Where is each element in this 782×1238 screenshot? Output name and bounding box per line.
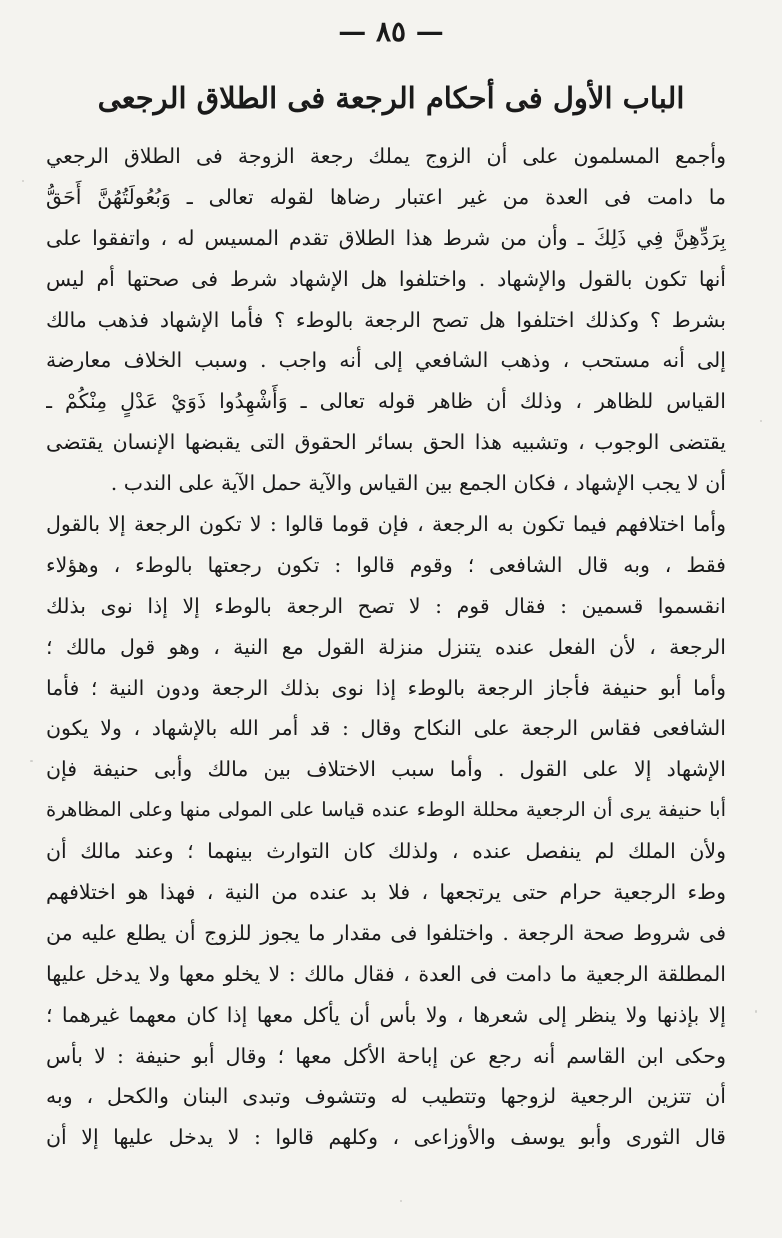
text-line: يقتضى الوجوب ، وتشبيه هذا الحق بسائر الحقوق التى يقبضها الإنسان يقتضى bbox=[46, 430, 726, 455]
text-line: أن تتزين الرجعية لزوجها وتتطيب له وتتشوف وتبدى البنان والكحل ، وبه bbox=[46, 1084, 726, 1109]
text-line: انقسموا قسمين : فقال قوم : لا تصح الرجعة بالوطء إلا إذا نوى بذلك bbox=[46, 593, 726, 618]
scan-speck bbox=[30, 760, 33, 762]
text-line: إلى أنه مستحب ، وذهب الشافعي إلى أنه واجب . وسبب الخلاف معارضة bbox=[46, 348, 726, 373]
text-line: ولأن الملك لم ينفصل عنده ، ولذلك كان التوارث بينهما ؛ وعند مالك أن bbox=[46, 839, 726, 864]
text-line: أنها تكون بالقول والإشهاد . واختلفوا هل الإشهاد شرط فى صحتها أم ليس bbox=[46, 266, 726, 291]
chapter-title: الباب الأول فى أحكام الرجعة فى الطلاق الرجعى bbox=[97, 81, 685, 115]
body-text bbox=[46, 136, 726, 1158]
text-line: وأما اختلافهم فيما تكون به الرجعة ، فإن قوما قالوا : لا تكون الرجعة إلا بالقول bbox=[46, 512, 726, 537]
text-line: بشرط ؟ وكذلك اختلفوا هل تصح الرجعة بالوطء ؟ فأما الإشهاد فذهب مالك bbox=[46, 307, 726, 332]
text-line: الرجعة ، لأن الفعل عنده يتنزل منزلة القول مع النية ، وهو قول مالك ؛ bbox=[46, 634, 726, 659]
scan-speck bbox=[760, 420, 762, 422]
text-line: قال الثورى وأبو يوسف والأوزاعى ، وكلهم قالوا : لا يدخل عليها إلا أن bbox=[46, 1125, 726, 1150]
text-line: القياس للظاهر ، وذلك أن ظاهر قوله تعالى ـ وَأَشْهِدُوا ذَوَيْ عَدْلٍ مِنْكُمْ ـ bbox=[46, 389, 726, 414]
text-line: فقط ، وبه قال الشافعى ؛ وقوم قالوا : تكون رجعتها بالوطء ، وهؤلاء bbox=[46, 552, 726, 577]
text-line: وحكى ابن القاسم أنه رجع عن إباحة الأكل معها ؛ وقال أبو حنيفة : لا بأس bbox=[46, 1043, 726, 1068]
text-line: فى شروط صحة الرجعة . واختلفوا فى مقدار ما يجوز للزوج أن يطلع عليه من bbox=[46, 920, 726, 945]
page-number: — ٨٥ — bbox=[338, 15, 444, 48]
text-line: إلا بإذنها ولا ينظر إلى شعرها ، ولا بأس أن يأكل معها إذا كان معهما غيرهما ؛ bbox=[46, 1002, 726, 1027]
text-line: الشافعى فقاس الرجعة على النكاح وقال : قد أمر الله بالإشهاد ، ولا يكون bbox=[46, 716, 726, 741]
text-line: بِرَدِّهِنَّ فِي ذَلِكَ ـ وأن من شرط هذا الطلاق تقدم المسيس له ، واتفقوا على bbox=[46, 225, 726, 250]
scan-speck bbox=[755, 1010, 757, 1013]
scan-speck bbox=[22, 180, 24, 182]
text-line: وأما أبو حنيفة فأجاز الرجعة بالوطء إذا نوى بذلك الرجعة ودون النية ؛ فأما bbox=[46, 675, 726, 700]
text-line: المطلقة الرجعية ما دامت فى العدة ، فقال مالك : لا يخلو معها ولا يدخل عليها bbox=[46, 961, 726, 986]
text-line: أن لا يجب الإشهاد ، فكان الجمع بين القياس والآية حمل الآية على الندب . bbox=[110, 471, 726, 496]
scan-speck bbox=[400, 1200, 402, 1202]
text-line: ما دامت فى العدة من غير اعتبار رضاها لقوله تعالى ـ وَبُعُولَتُهُنَّ أَحَقُّ bbox=[46, 184, 726, 209]
text-line: الإشهاد إلا على القول . وأما سبب الاختلاف بين مالك وأبى حنيفة فإن bbox=[46, 757, 726, 782]
text-line: وأجمع المسلمون على أن الزوج يملك رجعة الزوجة فى الطلاق الرجعي bbox=[46, 144, 726, 168]
text-line: وطء الرجعية حرام حتى يرتجعها ، فلا بد عنده من النية ، فهذا هو اختلافهم bbox=[46, 880, 726, 905]
text-line: أبا حنيفة يرى أن الرجعية محللة الوطء عنده قياسا على المولى منها وعلى المظاهرة bbox=[46, 798, 726, 822]
